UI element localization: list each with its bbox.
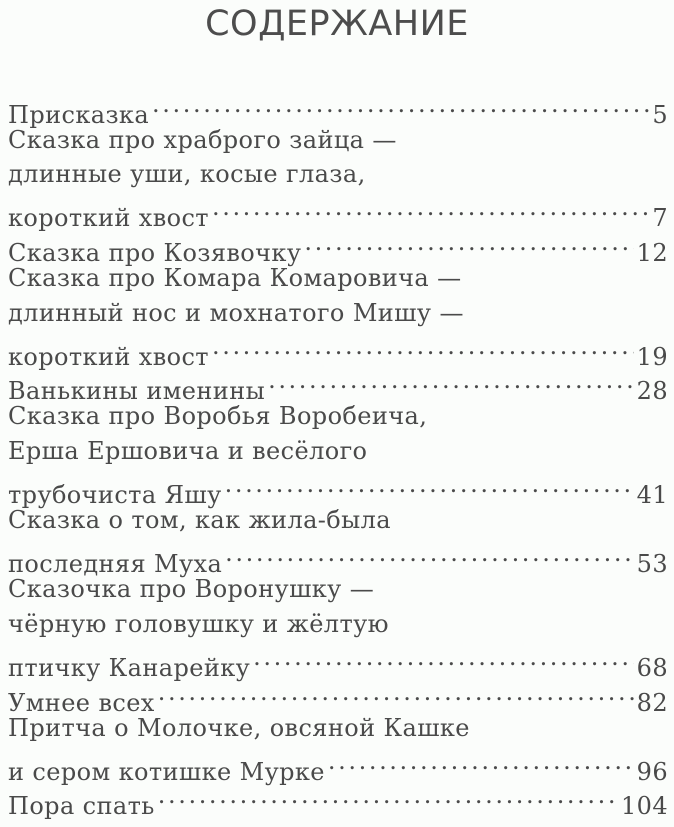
toc-entry-title-line: Притча о Молочке, овсяной Кашке (8, 713, 470, 742)
dot-leader (158, 780, 618, 815)
table-of-contents (8, 88, 668, 821)
toc-entry[interactable] (8, 88, 668, 129)
dot-leader (268, 365, 634, 400)
page-number: 12 (636, 238, 668, 267)
toc-entry-title-line: чёрную головушку и жёлтую (8, 609, 389, 638)
toc-entry-title-line: и сером котишке Мурке (8, 757, 325, 786)
page-number: 7 (652, 204, 668, 233)
page-number: 68 (636, 654, 668, 683)
toc-entry-last-line (8, 745, 668, 786)
dot-leader (225, 469, 634, 504)
dot-leader (152, 88, 649, 123)
toc-entry-title-line: Сказка про храброго зайца — (8, 125, 397, 154)
toc-entry[interactable] (8, 572, 668, 683)
contents-title: СОДЕРЖАНИЕ (205, 4, 469, 44)
dot-leader (304, 226, 633, 261)
page-number: 5 (652, 100, 668, 129)
toc-entry[interactable] (8, 711, 668, 786)
toc-entry-title-line: Сказка про Воробья Воробеича, (8, 402, 428, 431)
toc-entry-last-line (8, 330, 668, 371)
toc-entry-title-line: длинный нос и мохнатого Мишу — (8, 298, 464, 327)
dot-leader (328, 745, 634, 780)
toc-entry-title-line: трубочиста Яшу (8, 481, 222, 510)
toc-entry-title-line: короткий хвост (8, 204, 209, 233)
toc-entry-title-line: Присказка (8, 100, 150, 129)
toc-entry-last-line (8, 538, 668, 579)
dot-leader (212, 330, 634, 365)
toc-entry-title-line: Сказка про Козявочку (8, 238, 302, 267)
dot-leader (225, 538, 633, 573)
page-number: 53 (636, 550, 668, 579)
toc-entry-title-line: Сказка про Комара Комаровича — (8, 263, 462, 292)
toc-entry-last-line (8, 192, 668, 233)
toc-entry-title-line: Ванькины именины (8, 377, 266, 406)
dot-leader (158, 676, 634, 711)
toc-entry-title-line: длинные уши, косые глаза, (8, 160, 366, 189)
toc-entry[interactable] (8, 503, 668, 579)
page-number: 82 (636, 688, 668, 717)
toc-entry-title-line: короткий хвост (8, 342, 209, 371)
page-number: 41 (636, 481, 668, 510)
toc-entry-title-line: Сказка о том, как жила-была (8, 506, 392, 535)
page-number: 96 (636, 757, 668, 786)
toc-entry-title-line: последняя Муха (8, 550, 223, 579)
toc-entry[interactable] (8, 123, 668, 233)
toc-entry-title-line: птичку Канарейку (8, 654, 251, 683)
page-number: 19 (636, 342, 668, 371)
toc-entry[interactable] (8, 399, 668, 510)
toc-entry-title-line: Умнее всех (8, 688, 155, 717)
dot-leader (253, 642, 633, 677)
toc-entry-last-line (8, 469, 668, 510)
dot-leader (212, 192, 649, 227)
page-number: 28 (636, 377, 668, 406)
toc-entry-last-line (8, 88, 668, 129)
toc-entry-last-line (8, 642, 668, 683)
toc-entry-title-line: Сказочка про Воронушку — (8, 575, 375, 604)
toc-entry[interactable] (8, 261, 668, 371)
toc-entry-title-line: Ерша Ершовича и весёлого (8, 436, 368, 465)
toc-entry-title-line: Пора спать (8, 792, 155, 821)
page-number: 104 (620, 792, 668, 821)
